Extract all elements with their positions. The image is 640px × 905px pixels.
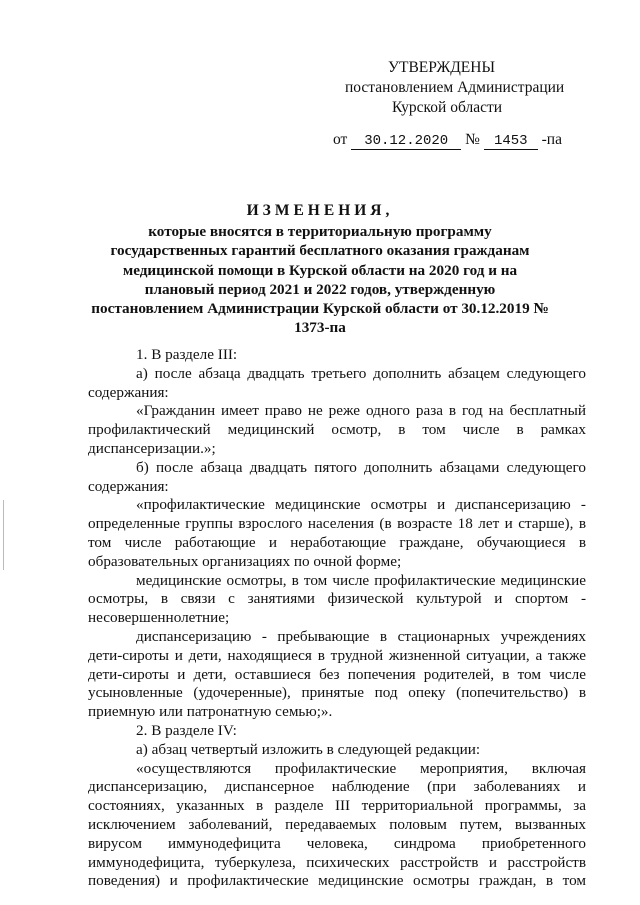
paragraph: а) абзац четвертый изложить в следующей редакции:	[136, 740, 481, 758]
document-title-block	[90, 200, 550, 338]
resolution-date: 30.12.2020	[351, 133, 461, 150]
approval-stamp-block	[345, 58, 605, 118]
scan-edge-mark	[3, 500, 4, 570]
paragraph: 2. В разделе IV:	[136, 721, 237, 739]
document-subtitle: которые вносятся в территориальную программу государственных гарантий бесплатного оказания гражданам медицинской помощи в Курской области на 2020 год и на плановый период 2021 и 2022 годов, утвержденную постановлением Администрации Курской области от 30.12.2019 № 1373-па	[91, 223, 549, 337]
resolution-number: 1453	[484, 133, 538, 150]
number-suffix: -па	[541, 131, 562, 148]
paragraph: а) после абзаца двадцать третьего дополнить абзацем следующего содержания:	[88, 364, 586, 401]
approval-issuer: постановлением Администрации	[345, 79, 565, 96]
paragraph: 1. В разделе III:	[136, 346, 238, 363]
paragraph: б) после абзаца двадцать пятого дополнить абзацами следующего содержания:	[88, 458, 586, 495]
document-body	[88, 346, 586, 891]
document-heading: ИЗМЕНЕНИЯ,	[246, 202, 394, 219]
resolution-number-line	[333, 131, 562, 150]
paragraph: «профилактические медицинские осмотры и диспансеризацию - определенные группы взрослого населения (в возрасте 18 лет и старше), в том числе работающие и неработающие граждане, обучающиеся в образовательных организациях по очной форме;	[88, 496, 586, 570]
number-label: №	[465, 131, 480, 148]
from-label: от	[333, 131, 348, 148]
paragraph: медицинские осмотры, в том числе профилактические медицинские осмотры, в связи с занятиями физической культурой и спортом - несовершеннолетние;	[88, 571, 586, 627]
approval-title: УТВЕРЖДЕНЫ	[388, 59, 495, 76]
paragraph: «осуществляются профилактические мероприятия, включая диспансеризацию, диспансерное наблюдение (при заболеваниях и состояниях, указанных в разделе III территориальной программы, за исключением заболеваний, передаваемых половым путем, вызванных вирусом иммунодефицита человека, синдрома приобретенного иммунодефицита, туберкулеза, психических расстройств и расстройств поведения) и профилактические медицинские осмотры граждан, в том	[88, 759, 586, 890]
approval-region: Курской области	[392, 99, 503, 116]
paragraph: диспансеризацию - пребывающие в стационарных учреждениях дети-сироты и дети, находящиеся в трудной жизненной ситуации, а также дети-сироты и дети, оставшиеся без попечения родителей, в том числе усыновленные (удочеренные), принятые под опеку (попечительство) в приемную или патронатную семью;».	[88, 627, 586, 721]
paragraph: «Гражданин имеет право не реже одного раза в год на бесплатный профилактический медицинский осмотр, в том числе в рамках диспансеризации.»;	[88, 402, 586, 457]
